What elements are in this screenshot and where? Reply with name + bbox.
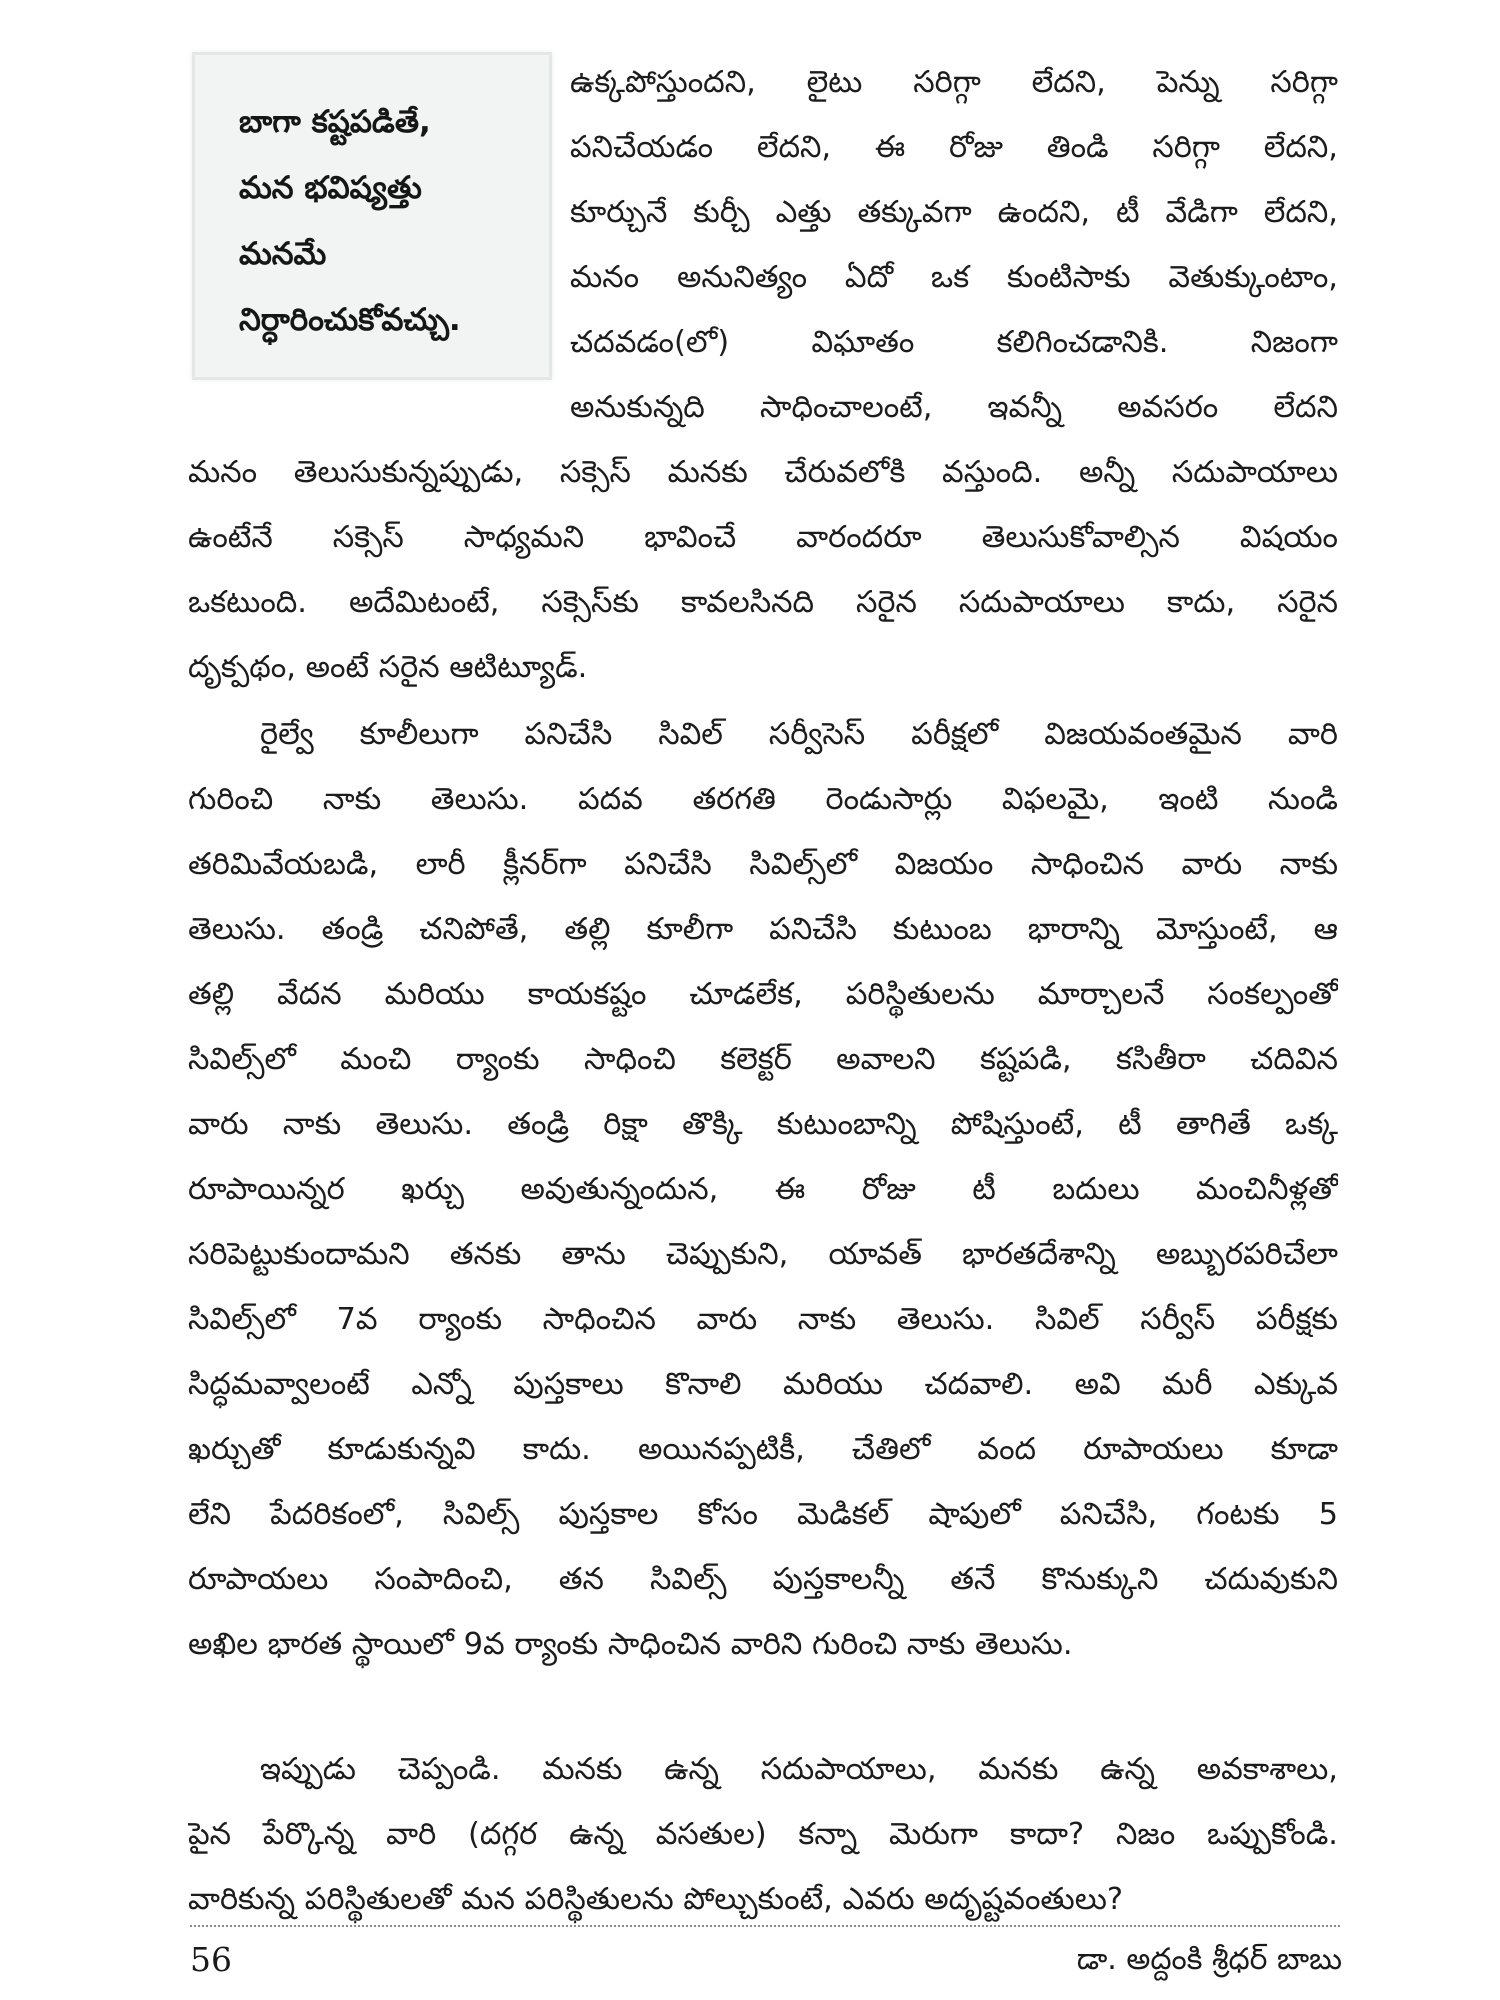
text-line: తరిమివేయబడి, లారీ క్లీనర్‌గా పనిచేసి సివిల్స్‌లో విజయం సాధించిన వారు నాకు — [188, 847, 1338, 882]
paragraph-2 — [188, 702, 1338, 1677]
text-line: ఉక్కపోస్తుందని, లైటు సరిగ్గా లేదని, పెన్ను సరిగ్గా — [570, 65, 1338, 100]
text-line: సిద్ధమవ్వాలంటే ఎన్నో పుస్తకాలు కొనాలి మరియు చదవాలి. అవి మరీ ఎక్కువ — [188, 1367, 1338, 1402]
text-line: అఖిల భారత స్థాయిలో 9వ ర్యాంకు సాధించిన వారిని గురించి నాకు తెలుసు. — [188, 1627, 1073, 1662]
text-line: రైల్వే కూలీలుగా పనిచేసి సివిల్ సర్వీసెస్ పరీక్షలో విజయవంతమైన వారి — [260, 717, 1338, 752]
text-line: రూపాయలు సంపాదించి, తన సివిల్స్ పుస్తకాలన్నీ తనే కొనుక్కుని చదువుకుని — [188, 1562, 1338, 1597]
text-line: వారు నాకు తెలుసు. తండ్రి రిక్షా తొక్కి కుటుంబాన్ని పోషిస్తుంటే, టీ తాగితే ఒక్క — [188, 1107, 1338, 1142]
text-line: తెలుసు. తండ్రి చనిపోతే, తల్లి కూలీగా పనిచేసి కుటుంబ భారాన్ని మోస్తుంటే, ఆ — [188, 912, 1338, 947]
text-line: ఇప్పుడు చెప్పండి. మనకు ఉన్న సదుపాయాలు, మనకు ఉన్న అవకాశాలు, — [260, 1752, 1338, 1787]
pull-quote-line: మనమే — [239, 236, 327, 272]
text-line: మనం అనునిత్యం ఏదో ఒక కుంటిసాకు వెతుక్కుంటాం, — [570, 260, 1338, 295]
pull-quote-line: మన భవిష్యత్తు — [239, 170, 422, 206]
text-line: ఒకటుంది. అదేమిటంటే, సక్సెస్‌కు కావలసినది సరైన సదుపాయాలు కాదు, సరైన — [188, 585, 1338, 620]
text-line: తల్లి వేదన మరియు కాయకష్టం చూడలేక, పరిస్థితులను మార్చాలనే సంకల్పంతో — [188, 977, 1338, 1012]
footer-divider — [190, 1925, 1340, 1927]
page-number: 56 — [190, 1940, 232, 1979]
text-line: రూపాయిన్నర ఖర్చు అవుతున్నందున, ఈ రోజు టీ బదులు మంచినీళ్లతో — [188, 1172, 1338, 1207]
text-line: ఉంటేనే సక్సెస్ సాధ్యమని భావించే వారందరూ తెలుసుకోవాల్సిన విషయం — [188, 520, 1338, 555]
text-line: సివిల్స్‌లో 7వ ర్యాంకు సాధించిన వారు నాకు తెలుసు. సివిల్ సర్వీస్ పరీక్షకు — [188, 1302, 1338, 1337]
text-line: ఖర్చుతో కూడుకున్నవి కాదు. అయినప్పటికీ, చేతిలో వంద రూపాయలు కూడా — [188, 1432, 1338, 1467]
text-line: వారికున్న పరిస్థితులతో మన పరిస్థితులను పోల్చుకుంటే, ఎవరు అదృష్టవంతులు? — [188, 1882, 1124, 1917]
text-line: దృక్పథం, అంటే సరైన ఆటిట్యూడ్. — [188, 650, 588, 685]
text-line: కూర్చునే కుర్చీ ఎత్తు తక్కువగా ఉందని, టీ వేడిగా లేదని, — [570, 195, 1338, 230]
paragraph-1 — [188, 50, 1338, 700]
text-line: సరిపెట్టుకుందామని తనకు తాను చెప్పుకుని, యావత్ భారతదేశాన్ని అబ్బురపరిచేలా — [188, 1237, 1338, 1272]
author-name: డా. అద్దంకి శ్రీధర్ బాబు — [1076, 1942, 1342, 1977]
text-line: పైన పేర్కొన్న వారి (దగ్గర ఉన్న వసతుల) కన్నా మెరుగా కాదా? నిజం ఒప్పుకోండి. — [188, 1817, 1338, 1852]
text-line: చదవడం(లో) విఘాతం కలిగించడానికి. నిజంగా — [570, 325, 1338, 360]
text-line: మనం తెలుసుకున్నప్పుడు, సక్సెస్ మనకు చేరువలోకి వస్తుంది. అన్నీ సదుపాయాలు — [188, 455, 1338, 490]
paragraph-3 — [188, 1737, 1338, 1932]
text-line: లేని పేదరికంలో, సివిల్స్ పుస్తకాల కోసం మెడికల్ షాపులో పనిచేసి, గంటకు 5 — [188, 1497, 1338, 1532]
pull-quote-line: నిర్ధారించుకోవచ్చు. — [239, 302, 461, 338]
text-line: పనిచేయడం లేదని, ఈ రోజు తిండి సరిగ్గా లేదని, — [570, 130, 1338, 165]
text-line: అనుకున్నది సాధించాలంటే, ఇవన్నీ అవసరం లేదని — [570, 390, 1338, 425]
text-line: సివిల్స్‌లో మంచి ర్యాంకు సాధించి కలెక్టర్ అవాలని కష్టపడి, కసితీరా చదివిన — [188, 1042, 1338, 1077]
text-line: గురించి నాకు తెలుసు. పదవ తరగతి రెండుసార్లు విఫలమై, ఇంటి నుండి — [188, 782, 1338, 817]
pull-quote-line: బాగా కష్టపడితే, — [239, 104, 431, 140]
